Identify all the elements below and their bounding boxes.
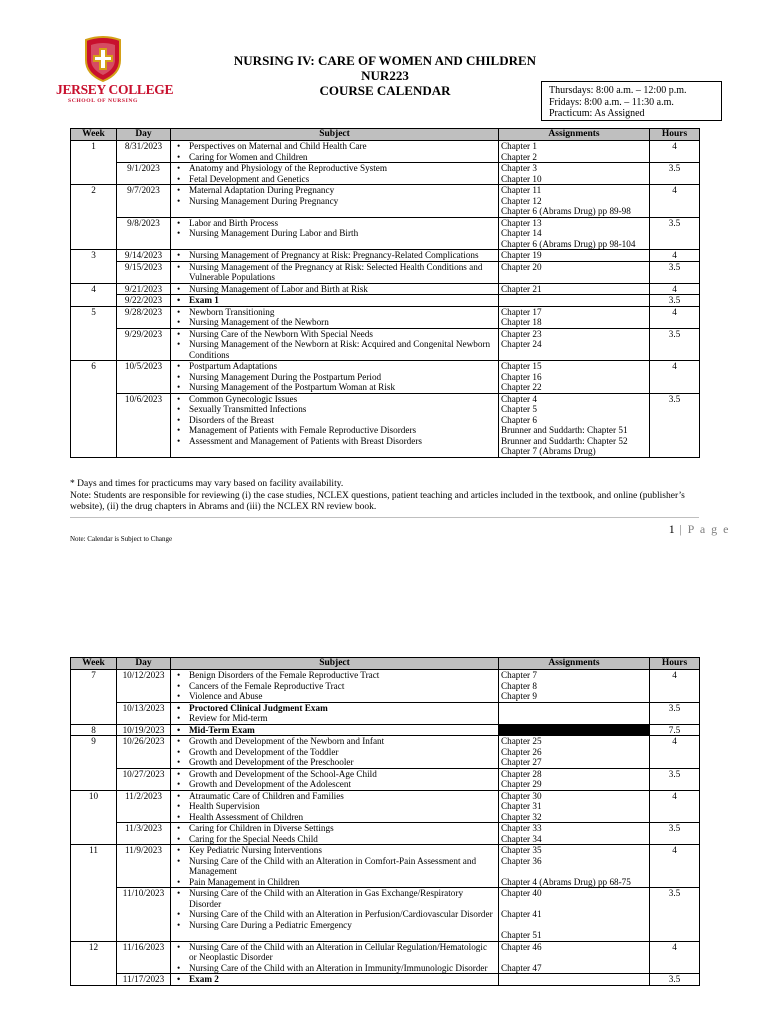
assignment-item: Chapter 32 — [501, 811, 542, 822]
hours-cell: 4 — [650, 941, 700, 974]
subject-item: • Growth and Development of the Toddler — [189, 747, 496, 758]
assignments-cell — [499, 295, 650, 307]
week-cell: 8 — [71, 724, 117, 736]
crest-icon — [83, 36, 123, 82]
table-row — [71, 736, 700, 769]
assignment-item: Chapter 36 — [501, 855, 542, 866]
hours-cell: 3.5 — [650, 261, 700, 283]
assignment-item: Chapter 11 — [501, 185, 542, 195]
subject-item: • Management of Patients with Female Reproductive Disorders — [189, 425, 496, 436]
hours-cell: 4 — [650, 306, 700, 328]
subject-item: • Nursing Management During Labor and Birth — [189, 228, 496, 239]
assignment-item: Chapter 1 — [501, 141, 537, 151]
hours-cell: 3.5 — [650, 295, 700, 307]
subject-list — [173, 670, 496, 702]
assignment-item: Chapter 4 — [501, 393, 537, 404]
logo-wordmark: JERSEY COLLEGE — [56, 82, 174, 97]
subject-list — [173, 736, 496, 768]
subject-list — [173, 163, 496, 184]
assignment-item: Chapter 6 (Abrams Drug) pp 89-98 — [501, 206, 631, 216]
subject-item: • Nursing Care of the Child with an Alteration in Cellular Regulation/Hematologic or Neoplastic Disorder — [189, 942, 496, 963]
assignment-item: Chapter 7 — [501, 670, 537, 680]
assignment-item: Chapter 30 — [501, 790, 542, 801]
subject-item: • Nursing Management During the Postpartum Period — [189, 372, 496, 383]
calendar-change-note: Note: Calendar is Subject to Change — [70, 535, 173, 543]
assignment-item: Chapter 28 — [501, 768, 542, 779]
subject-list — [173, 942, 496, 974]
subject-item: • Pain Management in Children — [189, 877, 496, 888]
day-cell: 9/28/2023 — [117, 306, 171, 328]
day-cell: 9/22/2023 — [117, 295, 171, 307]
subject-item: • Growth and Development of the Preschooler — [189, 757, 496, 768]
week-cell: 5 — [71, 306, 117, 361]
table-row — [71, 768, 700, 790]
schedule-thursdays: Thursdays: 8:00 a.m. – 12:00 p.m. — [549, 85, 687, 96]
subject-cell — [171, 670, 499, 703]
col-week: Week — [71, 129, 117, 141]
hours-cell: 3.5 — [650, 888, 700, 942]
day-cell: 10/5/2023 — [117, 361, 171, 394]
subject-cell — [171, 328, 499, 361]
day-cell: 9/7/2023 — [117, 185, 171, 218]
table-row — [71, 888, 700, 942]
subject-cell — [171, 306, 499, 328]
course-code: NUR223 — [361, 68, 409, 83]
week-cell: 3 — [71, 250, 117, 284]
table-row — [71, 393, 700, 457]
schedule-practicum: Practicum: As Assigned — [549, 108, 645, 119]
subject-item: • Cancers of the Female Reproductive Tract — [189, 681, 496, 692]
page-number-separator: | — [674, 522, 688, 536]
assignment-item: Chapter 41 — [501, 909, 542, 919]
table-row — [71, 217, 700, 250]
hours-cell: 4 — [650, 670, 700, 703]
subject-cell — [171, 736, 499, 769]
assignment-item — [501, 952, 647, 963]
day-cell: 9/8/2023 — [117, 217, 171, 250]
assignments-cell — [499, 702, 650, 724]
assignments-cell — [499, 328, 650, 361]
hours-cell: 3.5 — [650, 393, 700, 457]
practicum-footnote: * Days and times for practicums may vary based on facility availability. — [70, 479, 344, 489]
assignment-item: Chapter 6 (Abrams Drug) pp 98-104 — [501, 238, 636, 249]
assignment-item: Chapter 5 — [501, 404, 537, 414]
subject-list — [173, 769, 496, 790]
college-logo — [56, 36, 174, 108]
week-cell: 2 — [71, 185, 117, 250]
subject-list — [173, 845, 496, 887]
subject-cell — [171, 845, 499, 888]
assignment-item: Chapter 31 — [501, 801, 542, 811]
hours-cell: 4 — [650, 736, 700, 769]
subject-item: • Nursing Management of Pregnancy at Risk: Pregnancy-Related Complications — [189, 250, 496, 261]
subject-item: • Nursing Management of the Postpartum Woman at Risk — [189, 382, 496, 393]
assignment-item: Chapter 8 — [501, 680, 537, 691]
col-day: Day — [117, 658, 171, 670]
subject-item: • Perspectives on Maternal and Child Health Care — [189, 141, 496, 152]
subject-cell — [171, 768, 499, 790]
subject-list — [173, 295, 496, 306]
col-day: Day — [117, 129, 171, 141]
assignment-item: Chapter 9 — [501, 691, 537, 701]
day-cell: 9/21/2023 — [117, 283, 171, 295]
assignments-cell — [499, 250, 650, 262]
subject-item: • Atraumatic Care of Children and Families — [189, 791, 496, 802]
table-row — [71, 361, 700, 394]
day-cell: 10/27/2023 — [117, 768, 171, 790]
assignment-item: Chapter 4 (Abrams Drug) pp 68-75 — [501, 876, 631, 887]
assignment-item: Chapter 17 — [501, 306, 542, 317]
subject-item: • Review for Mid-term — [189, 713, 496, 724]
hours-cell: 4 — [650, 250, 700, 262]
week-cell: 11 — [71, 845, 117, 942]
hours-cell: 4 — [650, 790, 700, 823]
subject-item: • Nursing Management of the Newborn at Risk: Acquired and Congenital Newborn Conditions — [189, 339, 496, 360]
subject-item: • Mid-Term Exam — [189, 725, 496, 736]
table-row — [71, 250, 700, 262]
table-row — [71, 306, 700, 328]
col-hours: Hours — [650, 658, 700, 670]
hours-cell: 4 — [650, 283, 700, 295]
subject-cell — [171, 941, 499, 974]
subject-list — [173, 250, 496, 261]
day-cell: 9/29/2023 — [117, 328, 171, 361]
assignment-item: Chapter 22 — [501, 382, 542, 392]
assignment-item: Chapter 26 — [501, 746, 542, 757]
hours-cell: 3.5 — [650, 823, 700, 845]
subject-item: • Caring for the Special Needs Child — [189, 834, 496, 845]
subject-cell — [171, 361, 499, 394]
subject-list — [173, 823, 496, 844]
subject-item: • Nursing Care of the Child with an Alteration in Perfusion/Cardiovascular Disorder — [189, 909, 496, 920]
col-subject: Subject — [171, 658, 499, 670]
subject-item: • Growth and Development of the School-Age Child — [189, 769, 496, 780]
assignments-cell — [499, 306, 650, 328]
assignment-item: Chapter 10 — [501, 173, 542, 184]
subject-cell — [171, 702, 499, 724]
assignment-item: Chapter 2 — [501, 151, 537, 162]
assignments-cell — [499, 790, 650, 823]
subject-list — [173, 703, 496, 724]
subject-list — [173, 329, 496, 361]
day-cell: 11/9/2023 — [117, 845, 171, 888]
day-cell: 11/10/2023 — [117, 888, 171, 942]
subject-item: • Maternal Adaptation During Pregnancy — [189, 185, 496, 196]
table-row — [71, 823, 700, 845]
assignments-cell — [499, 724, 650, 736]
table-row — [71, 790, 700, 823]
calendar-body — [71, 141, 700, 458]
table-row — [71, 163, 700, 185]
assignments-cell — [499, 768, 650, 790]
assignments-cell — [499, 393, 650, 457]
subject-item: • Exam 2 — [189, 974, 496, 985]
assignments-cell — [499, 974, 650, 986]
assignment-item — [501, 920, 647, 931]
subject-cell — [171, 295, 499, 307]
subject-cell — [171, 888, 499, 942]
subject-item: • Growth and Development of the Newborn and Infant — [189, 736, 496, 747]
page-label: P a g e — [687, 522, 730, 536]
week-cell: 6 — [71, 361, 117, 458]
subject-item: • Key Pediatric Nursing Interventions — [189, 845, 496, 856]
subject-cell — [171, 141, 499, 163]
table-header-row — [71, 658, 700, 670]
hours-cell: 4 — [650, 185, 700, 218]
subject-list — [173, 888, 496, 930]
table-row — [71, 295, 700, 307]
assignments-cell — [499, 261, 650, 283]
hours-cell: 3.5 — [650, 768, 700, 790]
table-row — [71, 941, 700, 974]
assignment-item: Chapter 18 — [501, 317, 542, 327]
table-row — [71, 261, 700, 283]
assignment-item: Chapter 24 — [501, 339, 542, 349]
table-row — [71, 845, 700, 888]
subject-item: • Nursing Management of Labor and Birth at Risk — [189, 284, 496, 295]
day-cell: 9/1/2023 — [117, 163, 171, 185]
subject-cell — [171, 283, 499, 295]
table-row — [71, 702, 700, 724]
assignment-item: Chapter 6 — [501, 414, 537, 425]
week-cell: 7 — [71, 670, 117, 725]
day-cell: 11/2/2023 — [117, 790, 171, 823]
assignment-item: Chapter 46 — [501, 941, 542, 952]
table-row — [71, 328, 700, 361]
subject-item: • Postpartum Adaptations — [189, 361, 496, 372]
day-cell: 10/13/2023 — [117, 702, 171, 724]
week-cell: 10 — [71, 790, 117, 845]
review-note: Note: Students are responsible for reviewing (i) the case studies, NCLEX questions, patient teaching and articles included in the textbook, and online (publisher’s website), (ii) the drug chapters in Abrams and (iii) the NCLEX RN review book. — [70, 490, 685, 512]
day-cell: 10/26/2023 — [117, 736, 171, 769]
assignment-item: Chapter 51 — [501, 930, 542, 940]
subject-item: • Assessment and Management of Patients with Breast Disorders — [189, 436, 496, 447]
day-cell: 11/16/2023 — [117, 941, 171, 974]
table-row — [71, 185, 700, 218]
assignments-cell — [499, 141, 650, 163]
subject-list — [173, 361, 496, 393]
hours-cell: 3.5 — [650, 217, 700, 250]
day-cell: 10/12/2023 — [117, 670, 171, 703]
subject-list — [173, 185, 496, 206]
subject-cell — [171, 724, 499, 736]
subject-item: • Violence and Abuse — [189, 691, 496, 702]
day-cell: 9/14/2023 — [117, 250, 171, 262]
assignment-item: Chapter 47 — [501, 962, 542, 973]
assignment-item: Chapter 14 — [501, 228, 542, 238]
subject-item: • Health Assessment of Children — [189, 812, 496, 823]
subject-item: • Nursing Management During Pregnancy — [189, 196, 496, 207]
footer-divider — [70, 517, 699, 518]
subject-list — [173, 725, 496, 736]
schedule-fridays: Fridays: 8:00 a.m. – 11:30 a.m. — [549, 96, 674, 108]
assignments-cell — [499, 823, 650, 845]
col-week: Week — [71, 658, 117, 670]
assignments-cell — [499, 163, 650, 185]
hours-cell: 4 — [650, 845, 700, 888]
assignment-item: Chapter 20 — [501, 261, 542, 272]
day-cell: 8/31/2023 — [117, 141, 171, 163]
subject-cell — [171, 974, 499, 986]
subject-item: • Nursing Management of the Pregnancy at Risk: Selected Health Conditions and Vulnerable Populations — [189, 262, 496, 283]
assignment-item: Chapter 7 (Abrams Drug) — [501, 446, 596, 456]
assignments-cell — [499, 361, 650, 394]
document-title — [200, 53, 570, 98]
subject-item: • Nursing Care of the Newborn With Special Needs — [189, 329, 496, 340]
day-cell: 9/15/2023 — [117, 261, 171, 283]
subject-item: • Sexually Transmitted Infections — [189, 404, 496, 415]
assignment-item — [501, 866, 647, 877]
day-cell: 10/6/2023 — [117, 393, 171, 457]
week-cell: 1 — [71, 141, 117, 185]
assignments-cell — [499, 670, 650, 703]
assignments-cell — [499, 888, 650, 942]
subject-list — [173, 791, 496, 823]
subject-item: • Nursing Care During a Pediatric Emergency — [189, 920, 496, 931]
hours-cell: 7.5 — [650, 724, 700, 736]
assignment-item: Chapter 29 — [501, 779, 542, 789]
table-header-row — [71, 129, 700, 141]
assignments-cell — [499, 185, 650, 218]
assignments-cell — [499, 217, 650, 250]
subject-list — [173, 141, 496, 162]
col-assignments: Assignments — [499, 129, 650, 141]
subject-cell — [171, 823, 499, 845]
subject-item: • Growth and Development of the Adolescent — [189, 779, 496, 790]
col-hours: Hours — [650, 129, 700, 141]
col-subject: Subject — [171, 129, 499, 141]
week-cell: 12 — [71, 941, 117, 985]
assignment-item — [501, 899, 647, 910]
hours-cell: 3.5 — [650, 702, 700, 724]
subject-item: • Nursing Care of the Child with an Alteration in Comfort-Pain Assessment and Management — [189, 856, 496, 877]
page-2 — [0, 650, 768, 1024]
assignment-item: Chapter 35 — [501, 845, 542, 855]
subject-item: • Exam 1 — [189, 295, 496, 306]
assignment-item: Chapter 16 — [501, 371, 542, 382]
subject-item: • Health Supervision — [189, 801, 496, 812]
assignment-item: Chapter 33 — [501, 823, 542, 833]
assignment-item: Chapter 25 — [501, 736, 542, 746]
page-number — [640, 522, 730, 537]
subject-list — [173, 262, 496, 283]
week-cell: 4 — [71, 283, 117, 306]
subject-item: • Proctored Clinical Judgment Exam — [189, 703, 496, 714]
hours-cell: 3.5 — [650, 163, 700, 185]
class-schedule-box — [541, 81, 722, 121]
subject-list — [173, 394, 496, 447]
subject-item: • Nursing Care of the Child with an Alteration in Immunity/Immunologic Disorder — [189, 963, 496, 974]
subject-item: • Fetal Development and Genetics — [189, 174, 496, 185]
subject-item: • Common Gynecologic Issues — [189, 394, 496, 405]
assignment-item: Chapter 27 — [501, 757, 542, 767]
hours-cell: 3.5 — [650, 328, 700, 361]
assignments-cell — [499, 941, 650, 974]
assignment-item: Chapter 40 — [501, 888, 542, 898]
subject-cell — [171, 185, 499, 218]
subject-list — [173, 307, 496, 328]
subject-cell — [171, 393, 499, 457]
day-cell: 11/17/2023 — [117, 974, 171, 986]
subject-item: • Benign Disorders of the Female Reproductive Tract — [189, 670, 496, 681]
table-row — [71, 141, 700, 163]
assignment-item: Chapter 19 — [501, 250, 542, 260]
subject-item: • Nursing Management of the Newborn — [189, 317, 496, 328]
assignment-item: Chapter 23 — [501, 328, 542, 339]
subject-item: • Labor and Birth Process — [189, 218, 496, 229]
assignment-item: Chapter 12 — [501, 195, 542, 206]
calendar-table-continued — [70, 657, 700, 986]
subject-cell — [171, 790, 499, 823]
hours-cell: 4 — [650, 361, 700, 394]
subject-item: • Caring for Women and Children — [189, 152, 496, 163]
calendar-body — [71, 670, 700, 986]
assignment-item: Brunner and Suddarth: Chapter 52 — [501, 435, 628, 446]
calendar-table — [70, 128, 700, 458]
subject-item: • Nursing Care of the Child with an Alteration in Gas Exchange/Respiratory Disorder — [189, 888, 496, 909]
subject-cell — [171, 250, 499, 262]
subject-list — [173, 974, 496, 985]
col-assignments: Assignments — [499, 658, 650, 670]
hours-cell: 3.5 — [650, 974, 700, 986]
subject-list — [173, 218, 496, 239]
subject-item: • Caring for Children in Diverse Settings — [189, 823, 496, 834]
hours-cell: 4 — [650, 141, 700, 163]
course-name: NURSING IV: CARE OF WOMEN AND CHILDREN — [233, 53, 537, 68]
subject-item: • Anatomy and Physiology of the Reproductive System — [189, 163, 496, 174]
subject-cell — [171, 261, 499, 283]
table-row — [71, 670, 700, 703]
assignment-item: Chapter 21 — [501, 283, 542, 294]
day-cell: 10/19/2023 — [117, 724, 171, 736]
table-row — [71, 974, 700, 986]
subject-cell — [171, 163, 499, 185]
assignment-item: Chapter 15 — [501, 361, 542, 371]
logo-subtitle: SCHOOL OF NURSING — [68, 98, 138, 104]
assignments-cell — [499, 283, 650, 295]
subject-item: • Disorders of the Breast — [189, 415, 496, 426]
assignment-item: Brunner and Suddarth: Chapter 51 — [501, 425, 628, 435]
page-number-value: 1 — [668, 522, 675, 536]
footnote — [70, 479, 710, 514]
assignments-cell — [499, 845, 650, 888]
assignment-item: Chapter 34 — [501, 833, 542, 844]
assignment-item: Chapter 3 — [501, 163, 537, 173]
table-row — [71, 724, 700, 736]
subject-item: • Newborn Transitioning — [189, 307, 496, 318]
assignments-cell — [499, 736, 650, 769]
table-row — [71, 283, 700, 295]
week-cell: 9 — [71, 736, 117, 791]
calendar-heading: COURSE CALENDAR — [319, 83, 451, 98]
day-cell: 11/3/2023 — [117, 823, 171, 845]
subject-cell — [171, 217, 499, 250]
assignment-item: Chapter 13 — [501, 217, 542, 228]
subject-list — [173, 284, 496, 295]
